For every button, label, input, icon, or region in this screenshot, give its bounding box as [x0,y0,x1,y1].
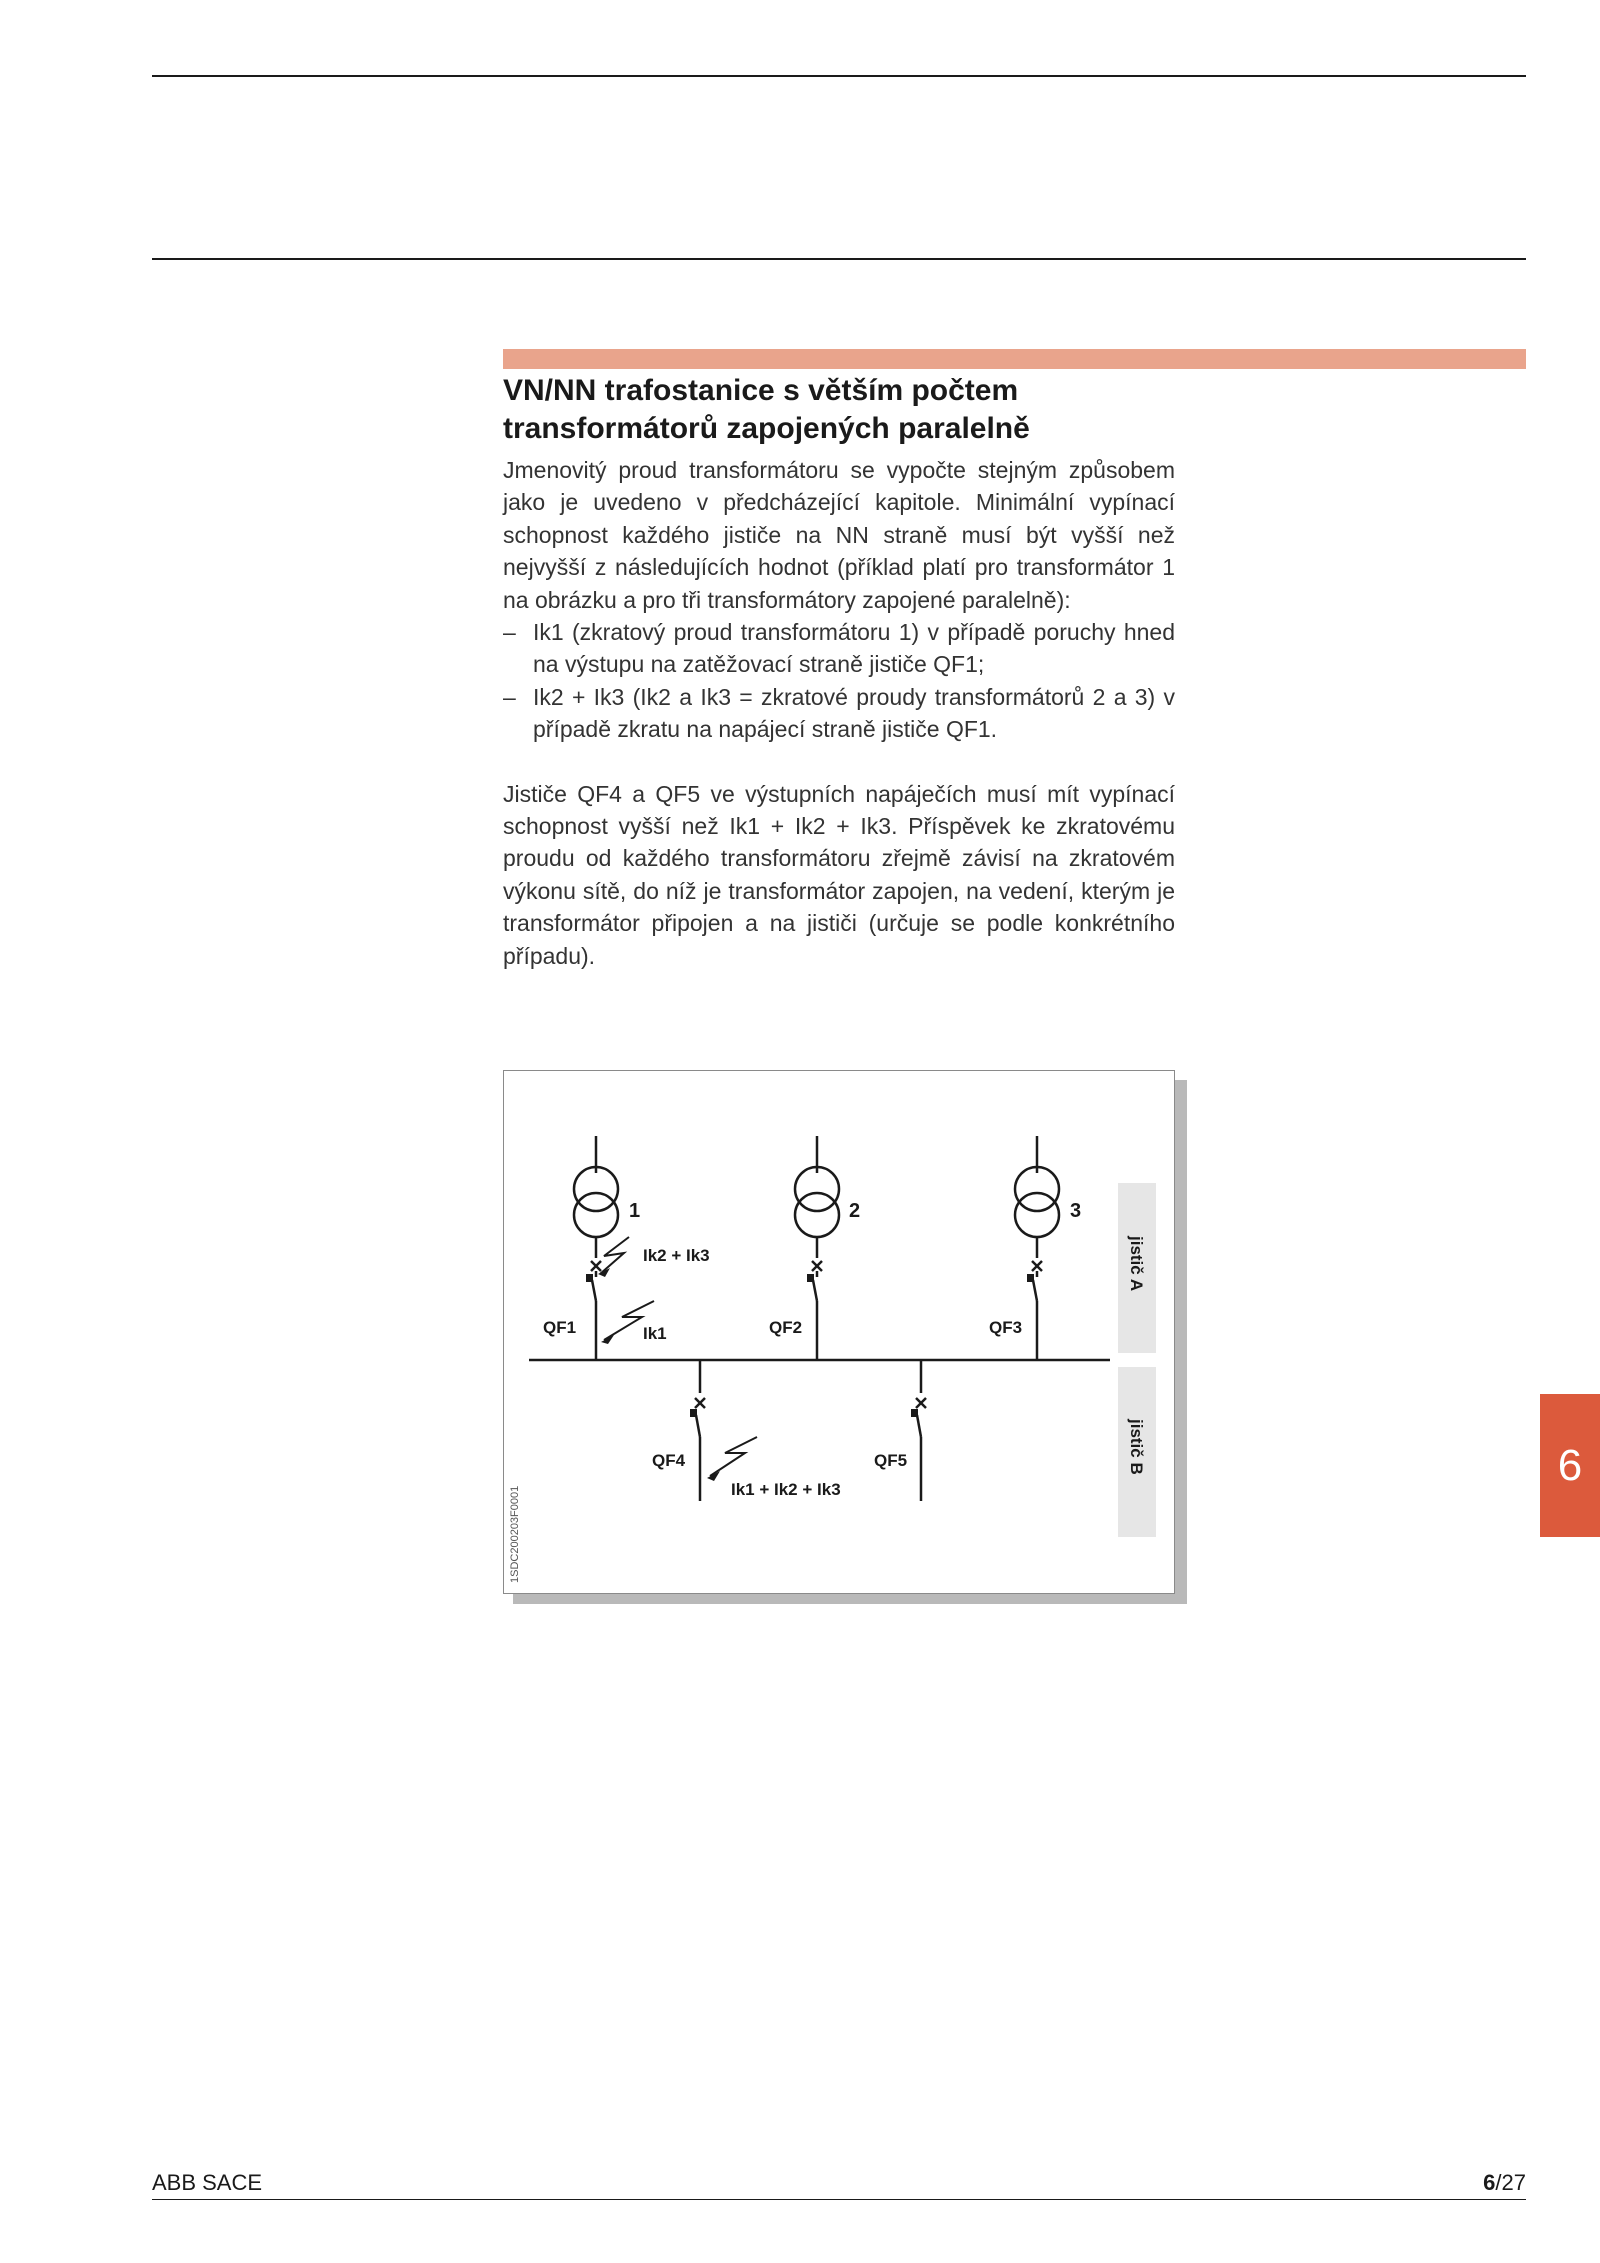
footer-page-total: /27 [1495,2170,1526,2195]
breaker-label-qf5: QF5 [874,1451,908,1470]
transformer-3-icon [1015,1136,1059,1258]
fault-label-ik2-ik3: Ik2 + Ik3 [643,1246,710,1265]
transformer-1-icon [574,1136,618,1258]
list-item [503,616,1175,681]
list-item [503,681,1175,746]
chapter-tab [1540,1394,1600,1537]
figure-code: 1SDC200203F0001 [509,1485,521,1583]
paragraph-1: Jmenovitý proud transformátoru se vypočte stejným způsobem jako je uvedeno v předcházející kapitole. Minimální vypínací schopnost každého jističe na NN straně musí být vyšší než nejvyšší z následujících hodnot (příklad platí pro transformátor 1 na obrázku a pro tři transformátory zapojené paralelně): [503,457,1175,613]
legend-label-a: jistič A [1127,1236,1146,1292]
breaker-qf1-trip-icon [586,1274,593,1282]
list-item-text: Ik2 + Ik3 (Ik2 a Ik3 = zkratové proudy transformátorů 2 a 3) v případě zkratu na napájecí straně jističe QF1. [533,683,1175,743]
breaker-qf5-trip-icon [911,1409,918,1417]
breaker-qf3-trip-icon [1027,1274,1034,1282]
fault-label-ik1: Ik1 [643,1324,667,1343]
diagram-svg [504,1071,1176,1595]
chapter-tab-number: 6 [1557,1440,1583,1490]
breaker-qf4-icon [695,1360,705,1501]
legend-label-b: jistič B [1127,1419,1146,1475]
breaker-label-qf2: QF2 [769,1318,803,1337]
circuit-diagram [503,1070,1191,1608]
footer-company: ABB SACE [152,2170,263,2195]
list-item-text: Ik1 (zkratový proud transformátoru 1) v případě poruchy hned na výstupu na zatěžovací straně jističe QF1; [533,619,1175,678]
paragraph-2: Jističe QF4 a QF5 ve výstupních napáječích musí mít vypínací schopnost vyšší než Ik1 + Ik2 + Ik3. Příspěvek ke zkratovému proudu od každého transformátoru zřejmě závisí na zkratovém výkonu sítě, do níž je transformátor zapojen, na vedení, kterým je transformátor připojen a na jističi (určuje se podle konkrétního případu). [503,780,1175,969]
transformer-3-label: 3 [1070,1200,1082,1222]
breaker-qf2-trip-icon [807,1274,814,1282]
fault-arrowhead-icon [707,1471,720,1481]
list-dash: – [503,619,516,646]
section-accent-bar [503,349,1526,369]
footer-page-current: 6 [1483,2170,1496,2195]
transformer-2-icon [795,1136,839,1258]
fault-label-ik1-ik2-ik3: Ik1 + Ik2 + Ik3 [731,1480,841,1499]
breaker-qf5-icon [916,1360,926,1501]
fault-arrow-ik2-ik3-icon [600,1237,629,1274]
section-content [503,372,1175,972]
footer-page-number [1483,2170,1526,2196]
header-rule-bottom [152,258,1526,260]
fault-arrow-ik1-ik2-ik3-icon [710,1437,757,1476]
header-rule-top [152,75,1526,77]
transformer-2-label: 2 [849,1200,861,1222]
breaker-label-qf1: QF1 [543,1318,577,1337]
diagram-frame [503,1070,1175,1594]
transformer-1-label: 1 [629,1200,641,1222]
fault-arrowhead-icon [601,1335,614,1344]
section-title [503,372,1175,448]
section-title-line2: transformátorů zapojených paralelně [503,412,1030,445]
fault-list [503,616,1175,746]
breaker-label-qf4: QF4 [652,1451,686,1470]
section-title-line1: VN/NN trafostanice s větším počtem [503,374,1019,407]
footer-rule [152,2199,1526,2200]
breaker-qf4-trip-icon [690,1409,697,1417]
breaker-label-qf3: QF3 [989,1318,1023,1337]
list-dash: – [503,683,516,710]
